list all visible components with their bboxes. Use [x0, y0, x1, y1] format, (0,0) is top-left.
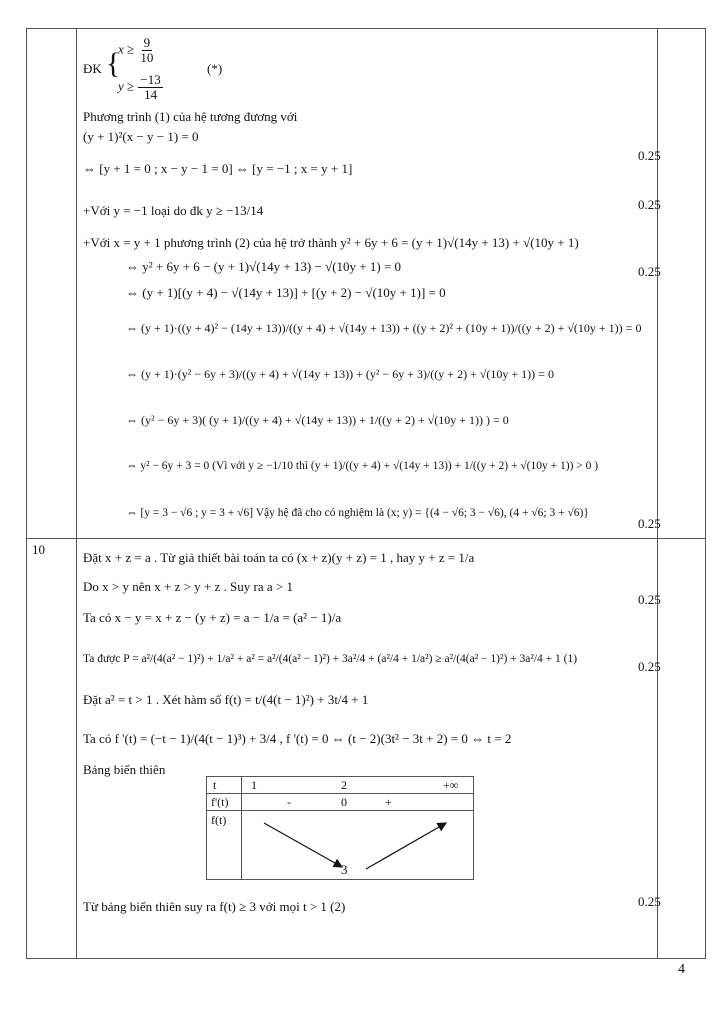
fp-sign: -: [287, 795, 291, 809]
score: 0.25: [638, 592, 661, 607]
question-number: 10: [32, 542, 45, 557]
line-step-4: ⇔ (y + 1)·(y² − 6y + 3)/((y + 4) + √(14y + 13)) + (y² − 6y + 3)/((y + 2) + √(10y + 1)) = 0: [126, 367, 554, 381]
increasing-arrow: [366, 823, 446, 869]
f-min-value: 3: [341, 862, 348, 877]
line-x-minus-y: Ta có x − y = x + z − (y + z) = a − 1/a = (a² − 1)/a: [83, 610, 342, 625]
condition-x: x ≥ $\frac{9}{10}$: [118, 35, 154, 65]
line-equivalent: Phương trình (1) của hệ tương đương với: [83, 109, 298, 124]
brace: {: [106, 47, 121, 80]
line-step-3: ⇔ (y + 1)·((y + 4)² − (14y + 13))/((y + 4) + √(14y + 13)) + ((y + 2)² + (10y + 1))/((y + 2) + √(10y + 1)) = 0: [126, 321, 642, 335]
line-solution: ⇔ [y = 3 − √6 ; y = 3 + √6] Vậy hệ đã cho có nghiệm là (x; y) = {(4 − √6; 3 − √6), (4 + √6; 3 + √6)}: [126, 507, 589, 519]
line-conclusion: Từ bảng biến thiên suy ra f(t) ≥ 3 với mọi t > 1 (2): [83, 899, 346, 914]
t-value: +∞: [443, 778, 459, 792]
line-substitute: +Với x = y + 1 phương trình (2) của hệ trở thành y² + 6y + 6 = (y + 1)√(14y + 13) + √(10y + 1): [83, 235, 579, 250]
line-derivative: Ta có f '(t) = (−t − 1)/(4(t − 1)³) + 3/4 , f '(t) = 0 ⇔ (t − 2)(3t² − 3t + 2) = 0 ⇔ t = 2: [83, 731, 512, 746]
fp-sign: +: [385, 795, 392, 809]
column-divider-right: [657, 29, 658, 958]
line-p-bound: Ta được P = a²/(4(a² − 1)²) + 1/a² + a² = a²/(4(a² − 1)²) + 3a²/4 + (a²/4 + 1/a²) ≥ a²/(4(a² − 1)²) + 3a²/4 + 1 (1): [83, 653, 578, 665]
line-step-6: ⇔ y² − 6y + 3 = 0 (Vì với y ≥ −1/10 thì (y + 1)/((y + 4) + √(14y + 13)) + 1/((y + 2) + √(10y + 1)) > 0 ): [126, 460, 599, 472]
page-number: 4: [678, 962, 685, 977]
score: 0.25: [638, 264, 661, 279]
line-table-title: Bảng biến thiên: [83, 762, 166, 777]
variation-arrows: [242, 811, 474, 879]
t-value: 1: [251, 778, 257, 792]
line-step-1: ⇔ y² + 6y + 6 − (y + 1)√(14y + 13) − √(10y + 1) = 0: [126, 259, 402, 274]
line-set-t: Đặt a² = t > 1 . Xét hàm số f(t) = t/(4(t − 1)²) + 3t/4 + 1: [83, 692, 369, 707]
row-divider: [27, 538, 705, 539]
score: 0.25: [638, 659, 661, 674]
t-label: t: [213, 778, 217, 792]
f-label: f(t): [211, 813, 227, 827]
score: 0.25: [638, 148, 661, 163]
line-set-a: Đặt x + z = a . Từ giả thiết bài toán ta có (x + z)(y + z) = 1 , hay y + z = 1/a: [83, 550, 475, 565]
line-step-2: ⇔ (y + 1)[(y + 4) − √(14y + 13)] + [(y + 2) − √(10y + 1)] = 0: [126, 285, 446, 300]
condition-y: y ≥ $\frac{-13}{14}$: [118, 72, 161, 102]
fp-sign: 0: [341, 795, 347, 809]
line-factor: (y + 1)²(x − y − 1) = 0: [83, 129, 199, 144]
score: 0.25: [638, 197, 661, 212]
variation-table: [206, 776, 474, 880]
column-divider-left: [76, 29, 77, 958]
line-since: Do x > y nên x + z > y + z . Suy ra a > 1: [83, 579, 293, 594]
score: 0.25: [638, 894, 661, 909]
line-reject: +Với y = −1 loại do đk y ≥ −13/14: [83, 203, 264, 218]
score: 0.25: [638, 516, 661, 531]
star-note: (*): [207, 61, 223, 76]
line-system: ⇔ [y + 1 = 0 ; x − y − 1 = 0] ⇔ [y = −1 ; x = y + 1]: [83, 161, 353, 176]
fp-label: f'(t): [211, 795, 229, 809]
line-step-5: ⇔ (y² − 6y + 3)( (y + 1)/((y + 4) + √(14y + 13)) + 1/((y + 2) + √(10y + 1)) ) = 0: [126, 413, 509, 427]
decreasing-arrow: [264, 823, 342, 867]
t-value: 2: [341, 778, 347, 792]
dk-label: ĐK: [83, 61, 102, 76]
